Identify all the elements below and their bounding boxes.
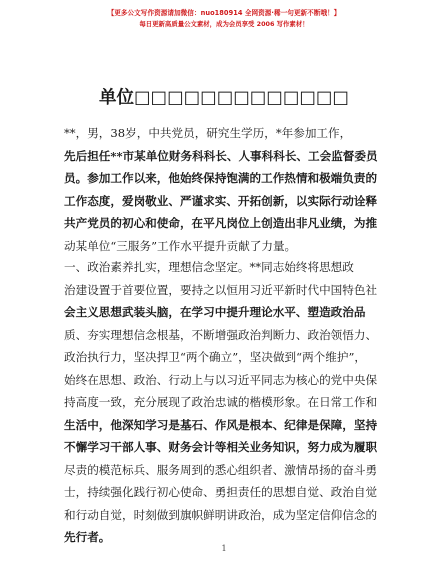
text-line: 员。参加工作以来，他始终保持饱满的工作热情和极端负责的 bbox=[64, 171, 378, 185]
text-line: 持高度一致，充分展现了政治忠诚的楷模形象。在日常工作和 bbox=[64, 395, 378, 409]
text-line: 会主义思想武装头脑，在学习中提升理论水平、塑造政治品 bbox=[64, 305, 366, 319]
text-line: 尽责的模范标兵、服务周到的悉心组织者、激情昂扬的奋斗勇 bbox=[64, 462, 378, 477]
resource-notice-line-2: 每日更新高质量公文素材，成为会员享受 2006 写作素材！ bbox=[139, 20, 309, 28]
document-title: 单位□□□□□□□□□□□□□ bbox=[99, 88, 349, 108]
paragraph-intro bbox=[64, 122, 396, 257]
text-line: **，男，38岁，中共党员，研究生学历，*年参加工作， bbox=[64, 126, 352, 140]
resource-notice-line-1: 【更多公文写作资源请加微信：nuo180914 全网资源·稀一句更新不断哦！】 bbox=[107, 9, 341, 17]
paragraph-political-quality bbox=[64, 256, 396, 549]
text-line: 不懈学习干部人事、财务会计等相关业务知识，努力成为履职 bbox=[64, 440, 378, 454]
text-line: 始终在思想、政治、行动上与以习近平同志为核心的党中央保 bbox=[64, 372, 378, 387]
text-line: 政治执行力，坚决捍卫“两个确立”，坚决做到“两个维护”， bbox=[64, 350, 366, 364]
text-line: 生活中，他深知学习是基石、作风是根本、纪律是保障，坚持 bbox=[64, 417, 378, 432]
text-line: 动某单位“三服务”工作水平提升贡献了力量。 bbox=[64, 238, 297, 253]
text-line: 工作态度，爱岗敬业、严谨求实、开拓创新，以实际行动诠释 bbox=[64, 193, 378, 208]
text-line: 先行者。 bbox=[64, 530, 111, 544]
text-line: 共产党员的初心和使命，在平凡岗位上创造出非凡业绩，为推 bbox=[64, 216, 378, 230]
text-line: 质、夯实理想信念根基，不断增强政治判断力、政治领悟力、 bbox=[64, 327, 378, 342]
text-line: 治建设置于首要位置，要持之以恒用习近平新时代中国特色社 bbox=[64, 282, 378, 297]
text-line: 士，持续强化践行初心使命、勇担责任的思想自觉、政治自觉 bbox=[64, 485, 378, 499]
page-number: 1 bbox=[221, 544, 227, 553]
text-line: 和行动自觉，时刻做到旗帜鲜明讲政治，成为坚定信仰信念的 bbox=[64, 507, 378, 522]
text-line: 一、政治素养扎实，理想信念坚定。**同志始终将思想政 bbox=[64, 260, 354, 274]
text-line: 先后担任**市某单位财务科科长、人事科科长、工会监督委员 bbox=[64, 148, 378, 163]
